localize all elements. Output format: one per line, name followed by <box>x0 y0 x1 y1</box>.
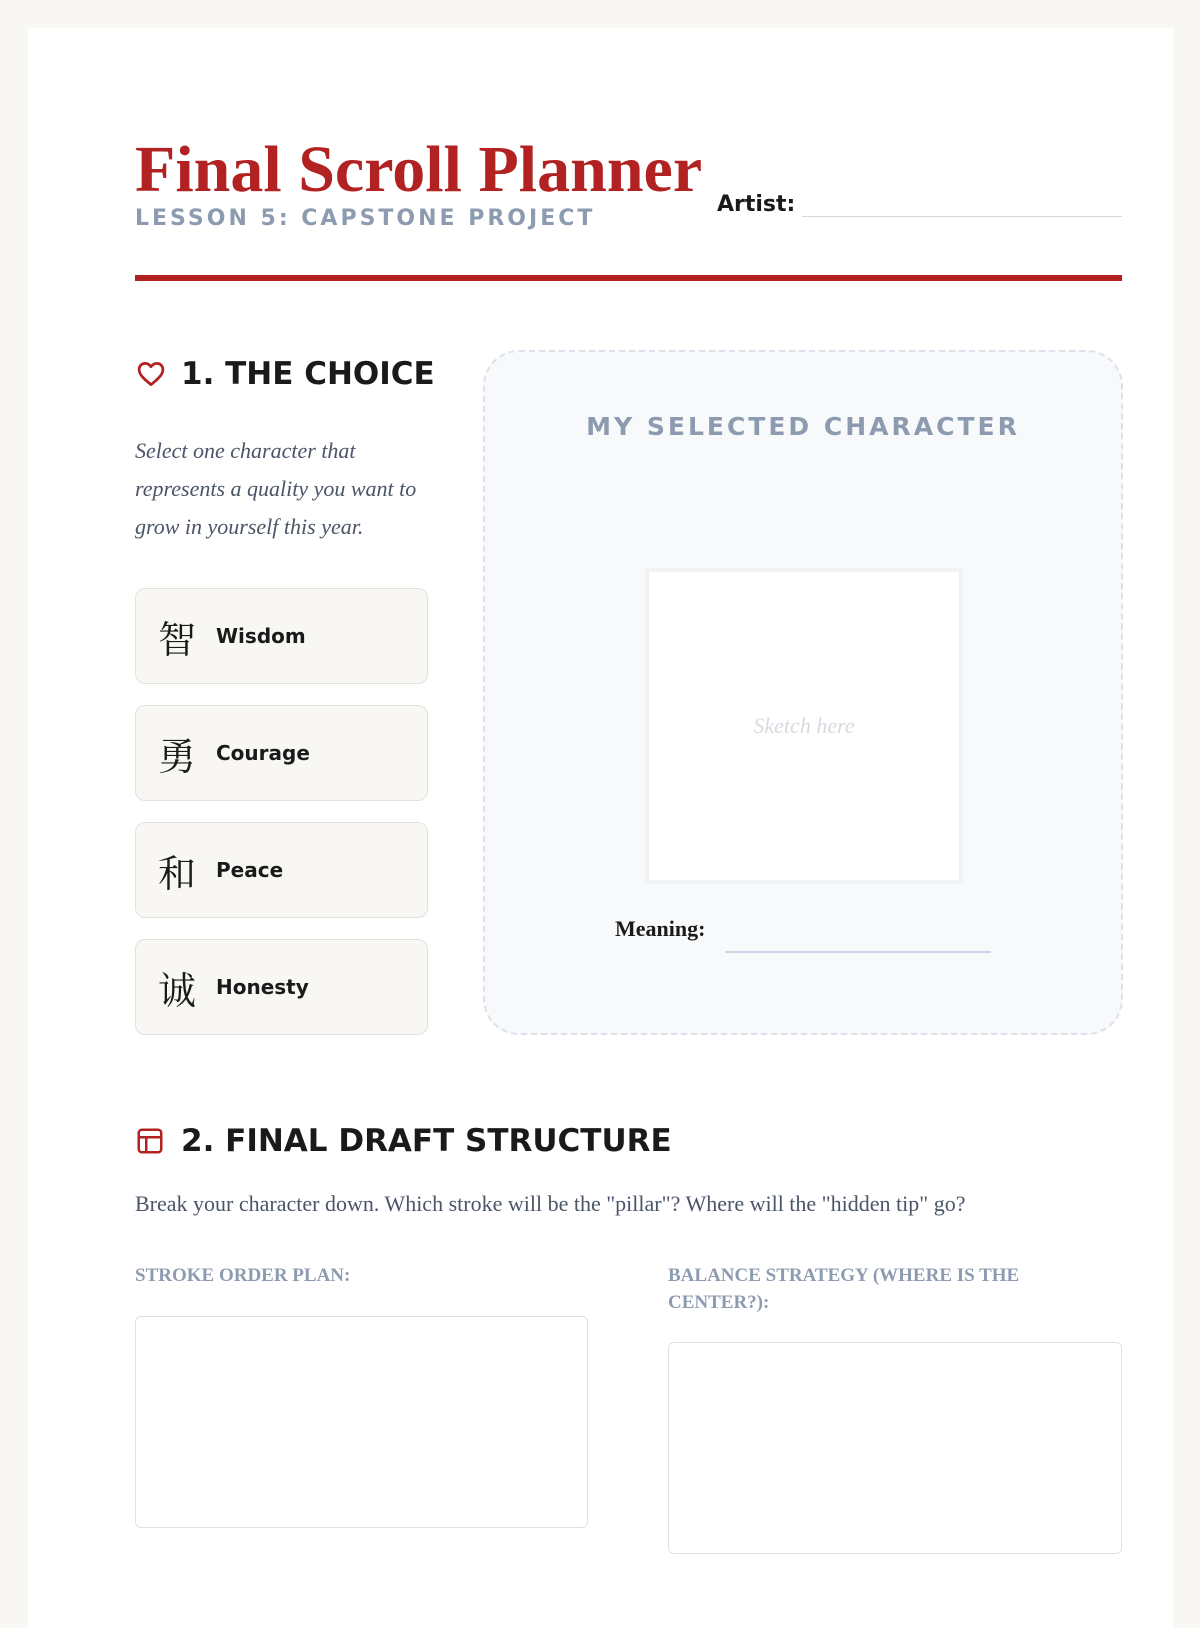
meaning-field[interactable] <box>725 951 991 953</box>
structure-description: Break your character down. Which stroke will be the "pillar"? Where will the "hidden tip" go? <box>135 1191 966 1216</box>
option-label: Courage <box>216 741 310 765</box>
option-label: Peace <box>216 858 284 882</box>
heart-icon <box>135 357 169 391</box>
character-glyph: 诚 <box>157 968 196 1013</box>
page-title: Final Scroll Planner <box>135 133 703 206</box>
option-label: Honesty <box>216 975 309 999</box>
character-glyph: 和 <box>157 851 196 896</box>
option-label: Wisdom <box>216 624 306 648</box>
layout-icon <box>135 1124 169 1158</box>
section-choice-heading <box>135 354 435 394</box>
worksheet-page <box>28 28 1173 1628</box>
sketch-placeholder: Sketch here <box>753 713 855 738</box>
section-structure-heading <box>135 1121 672 1161</box>
artist-field[interactable] <box>802 216 1122 217</box>
choice-instructions: Select one character that represents a quality you want to grow in yourself this year. <box>135 438 417 539</box>
option-courage[interactable] <box>135 705 428 801</box>
artist-label: Artist: <box>717 192 796 217</box>
selected-character-title: MY SELECTED CHARACTER <box>586 412 1020 441</box>
header-divider <box>135 275 1122 281</box>
meaning-label: Meaning: <box>615 916 706 941</box>
section-choice-title: 1. THE CHOICE <box>181 356 435 392</box>
balance-strategy-label: BALANCE STRATEGY (WHERE IS THE CENTER?): <box>668 1265 1020 1313</box>
character-glyph: 智 <box>157 617 196 662</box>
sketch-area[interactable] <box>645 568 963 884</box>
character-glyph: 勇 <box>157 734 196 779</box>
option-honesty[interactable] <box>135 939 428 1035</box>
selected-character-panel <box>483 350 1123 1035</box>
lesson-subtitle: LESSON 5: CAPSTONE PROJECT <box>135 206 596 231</box>
balance-strategy-box[interactable] <box>668 1342 1122 1554</box>
option-wisdom[interactable] <box>135 588 428 684</box>
section-structure-title: 2. FINAL DRAFT STRUCTURE <box>181 1123 672 1159</box>
option-peace[interactable] <box>135 822 428 918</box>
stroke-order-box[interactable] <box>135 1316 588 1528</box>
stroke-order-label: STROKE ORDER PLAN: <box>135 1265 351 1286</box>
